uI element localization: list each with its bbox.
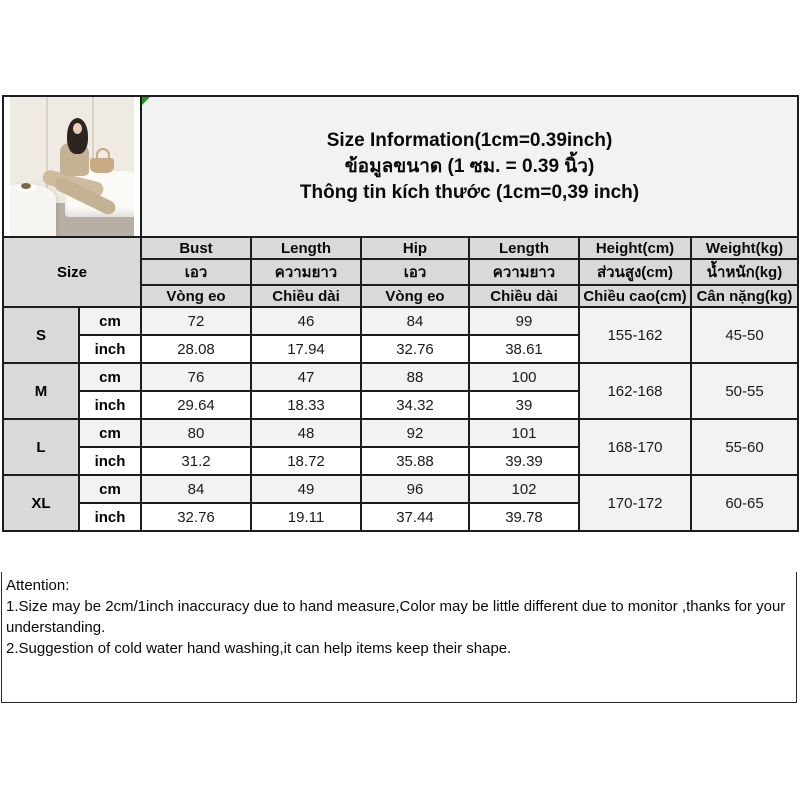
cell-value: 38.61: [469, 335, 579, 363]
cell-value: 37.44: [361, 503, 469, 531]
product-photo: [10, 97, 134, 236]
product-photo-cell: [3, 96, 141, 237]
col-header-weight-vi: Cân nặng(kg): [691, 285, 798, 307]
header-row-en: [3, 237, 798, 259]
col-header-length2-th: ความยาว: [469, 259, 579, 285]
col-header-bust-th: เอว: [141, 259, 251, 285]
cell-value: 35.88: [361, 447, 469, 475]
photo-handbag: [90, 158, 114, 173]
cell-value: 39.39: [469, 447, 579, 475]
cell-value: 34.32: [361, 391, 469, 419]
col-header-length2: Length: [469, 237, 579, 259]
cell-value: 48: [251, 419, 361, 447]
cell-value: 19.11: [251, 503, 361, 531]
cell-value: 84: [141, 475, 251, 503]
weight-range-s: 45-50: [691, 307, 798, 363]
col-header-height: Height(cm): [579, 237, 691, 259]
cell-value: 17.94: [251, 335, 361, 363]
unit-label-cm: cm: [79, 363, 141, 391]
title-cell: [141, 96, 798, 237]
col-header-hip-th: เอว: [361, 259, 469, 285]
cell-value: 32.76: [361, 335, 469, 363]
attention-heading: Attention:: [6, 577, 70, 594]
height-range-l: 168-170: [579, 419, 691, 475]
size-table: [2, 95, 799, 532]
cell-value: 96: [361, 475, 469, 503]
col-header-height-vi: Chiều cao(cm): [579, 285, 691, 307]
cell-value: 29.64: [141, 391, 251, 419]
cell-value: 101: [469, 419, 579, 447]
col-header-weight: Weight(kg): [691, 237, 798, 259]
col-header-bust: Bust: [141, 237, 251, 259]
cell-value: 31.2: [141, 447, 251, 475]
col-header-length2-vi: Chiều dài: [469, 285, 579, 307]
cell-value: 80: [141, 419, 251, 447]
title-th: ข้อมูลขนาด (1 ซม. = 0.39 นิ้ว): [344, 155, 595, 177]
cell-value: 100: [469, 363, 579, 391]
unit-label-inch: inch: [79, 503, 141, 531]
cell-value: 28.08: [141, 335, 251, 363]
height-range-s: 155-162: [579, 307, 691, 363]
attention-box: [1, 572, 797, 703]
unit-label-cm: cm: [79, 307, 141, 335]
col-header-hip-vi: Vòng eo: [361, 285, 469, 307]
cell-value: 49: [251, 475, 361, 503]
col-header-length-th: ความยาว: [251, 259, 361, 285]
title-vi: Thông tin kích thước (1cm=0,39 inch): [299, 181, 640, 203]
col-header-hip: Hip: [361, 237, 469, 259]
photo-side-table: [10, 184, 56, 236]
cell-value: 39.78: [469, 503, 579, 531]
unit-label-inch: inch: [79, 391, 141, 419]
cell-value: 18.33: [251, 391, 361, 419]
green-corner-marker-icon: [142, 97, 150, 105]
cell-value: 76: [141, 363, 251, 391]
height-range-xl: 170-172: [579, 475, 691, 531]
col-header-length-vi: Chiều dài: [251, 285, 361, 307]
cell-value: 47: [251, 363, 361, 391]
cell-value: 72: [141, 307, 251, 335]
cell-value: 32.76: [141, 503, 251, 531]
size-label-l: L: [3, 419, 79, 475]
title-en: Size Information(1cm=0.39inch): [326, 129, 613, 151]
unit-label-inch: inch: [79, 335, 141, 363]
size-header-cell: Size: [3, 237, 141, 307]
height-range-m: 162-168: [579, 363, 691, 419]
col-header-length: Length: [251, 237, 361, 259]
weight-range-l: 55-60: [691, 419, 798, 475]
attention-note: 2.Suggestion of cold water hand washing,it can help items keep their shape.: [6, 640, 512, 657]
photo-food: [21, 183, 31, 189]
col-header-height-th: ส่วนสูง(cm): [579, 259, 691, 285]
table-row-l-cm: [3, 419, 798, 447]
table-row-xl-cm: [3, 475, 798, 503]
cell-value: 46: [251, 307, 361, 335]
unit-label-inch: inch: [79, 447, 141, 475]
table-row-m-cm: [3, 363, 798, 391]
col-header-weight-th: น้ำหนัก(kg): [691, 259, 798, 285]
attention-note: 1.Size may be 2cm/1inch inaccuracy due to hand measure,Color may be little different due to monitor ,thanks for your understanding.: [6, 598, 786, 636]
cell-value: 18.72: [251, 447, 361, 475]
cell-value: 102: [469, 475, 579, 503]
unit-label-cm: cm: [79, 475, 141, 503]
cell-value: 39: [469, 391, 579, 419]
size-label-s: S: [3, 307, 79, 363]
cell-value: 84: [361, 307, 469, 335]
col-header-bust-vi: Vòng eo: [141, 285, 251, 307]
size-label-m: M: [3, 363, 79, 419]
weight-range-m: 50-55: [691, 363, 798, 419]
cell-value: 99: [469, 307, 579, 335]
unit-label-cm: cm: [79, 419, 141, 447]
size-label-xl: XL: [3, 475, 79, 531]
table-row: [3, 96, 798, 237]
cell-value: 88: [361, 363, 469, 391]
weight-range-xl: 60-65: [691, 475, 798, 531]
cell-value: 92: [361, 419, 469, 447]
table-row-s-cm: [3, 307, 798, 335]
